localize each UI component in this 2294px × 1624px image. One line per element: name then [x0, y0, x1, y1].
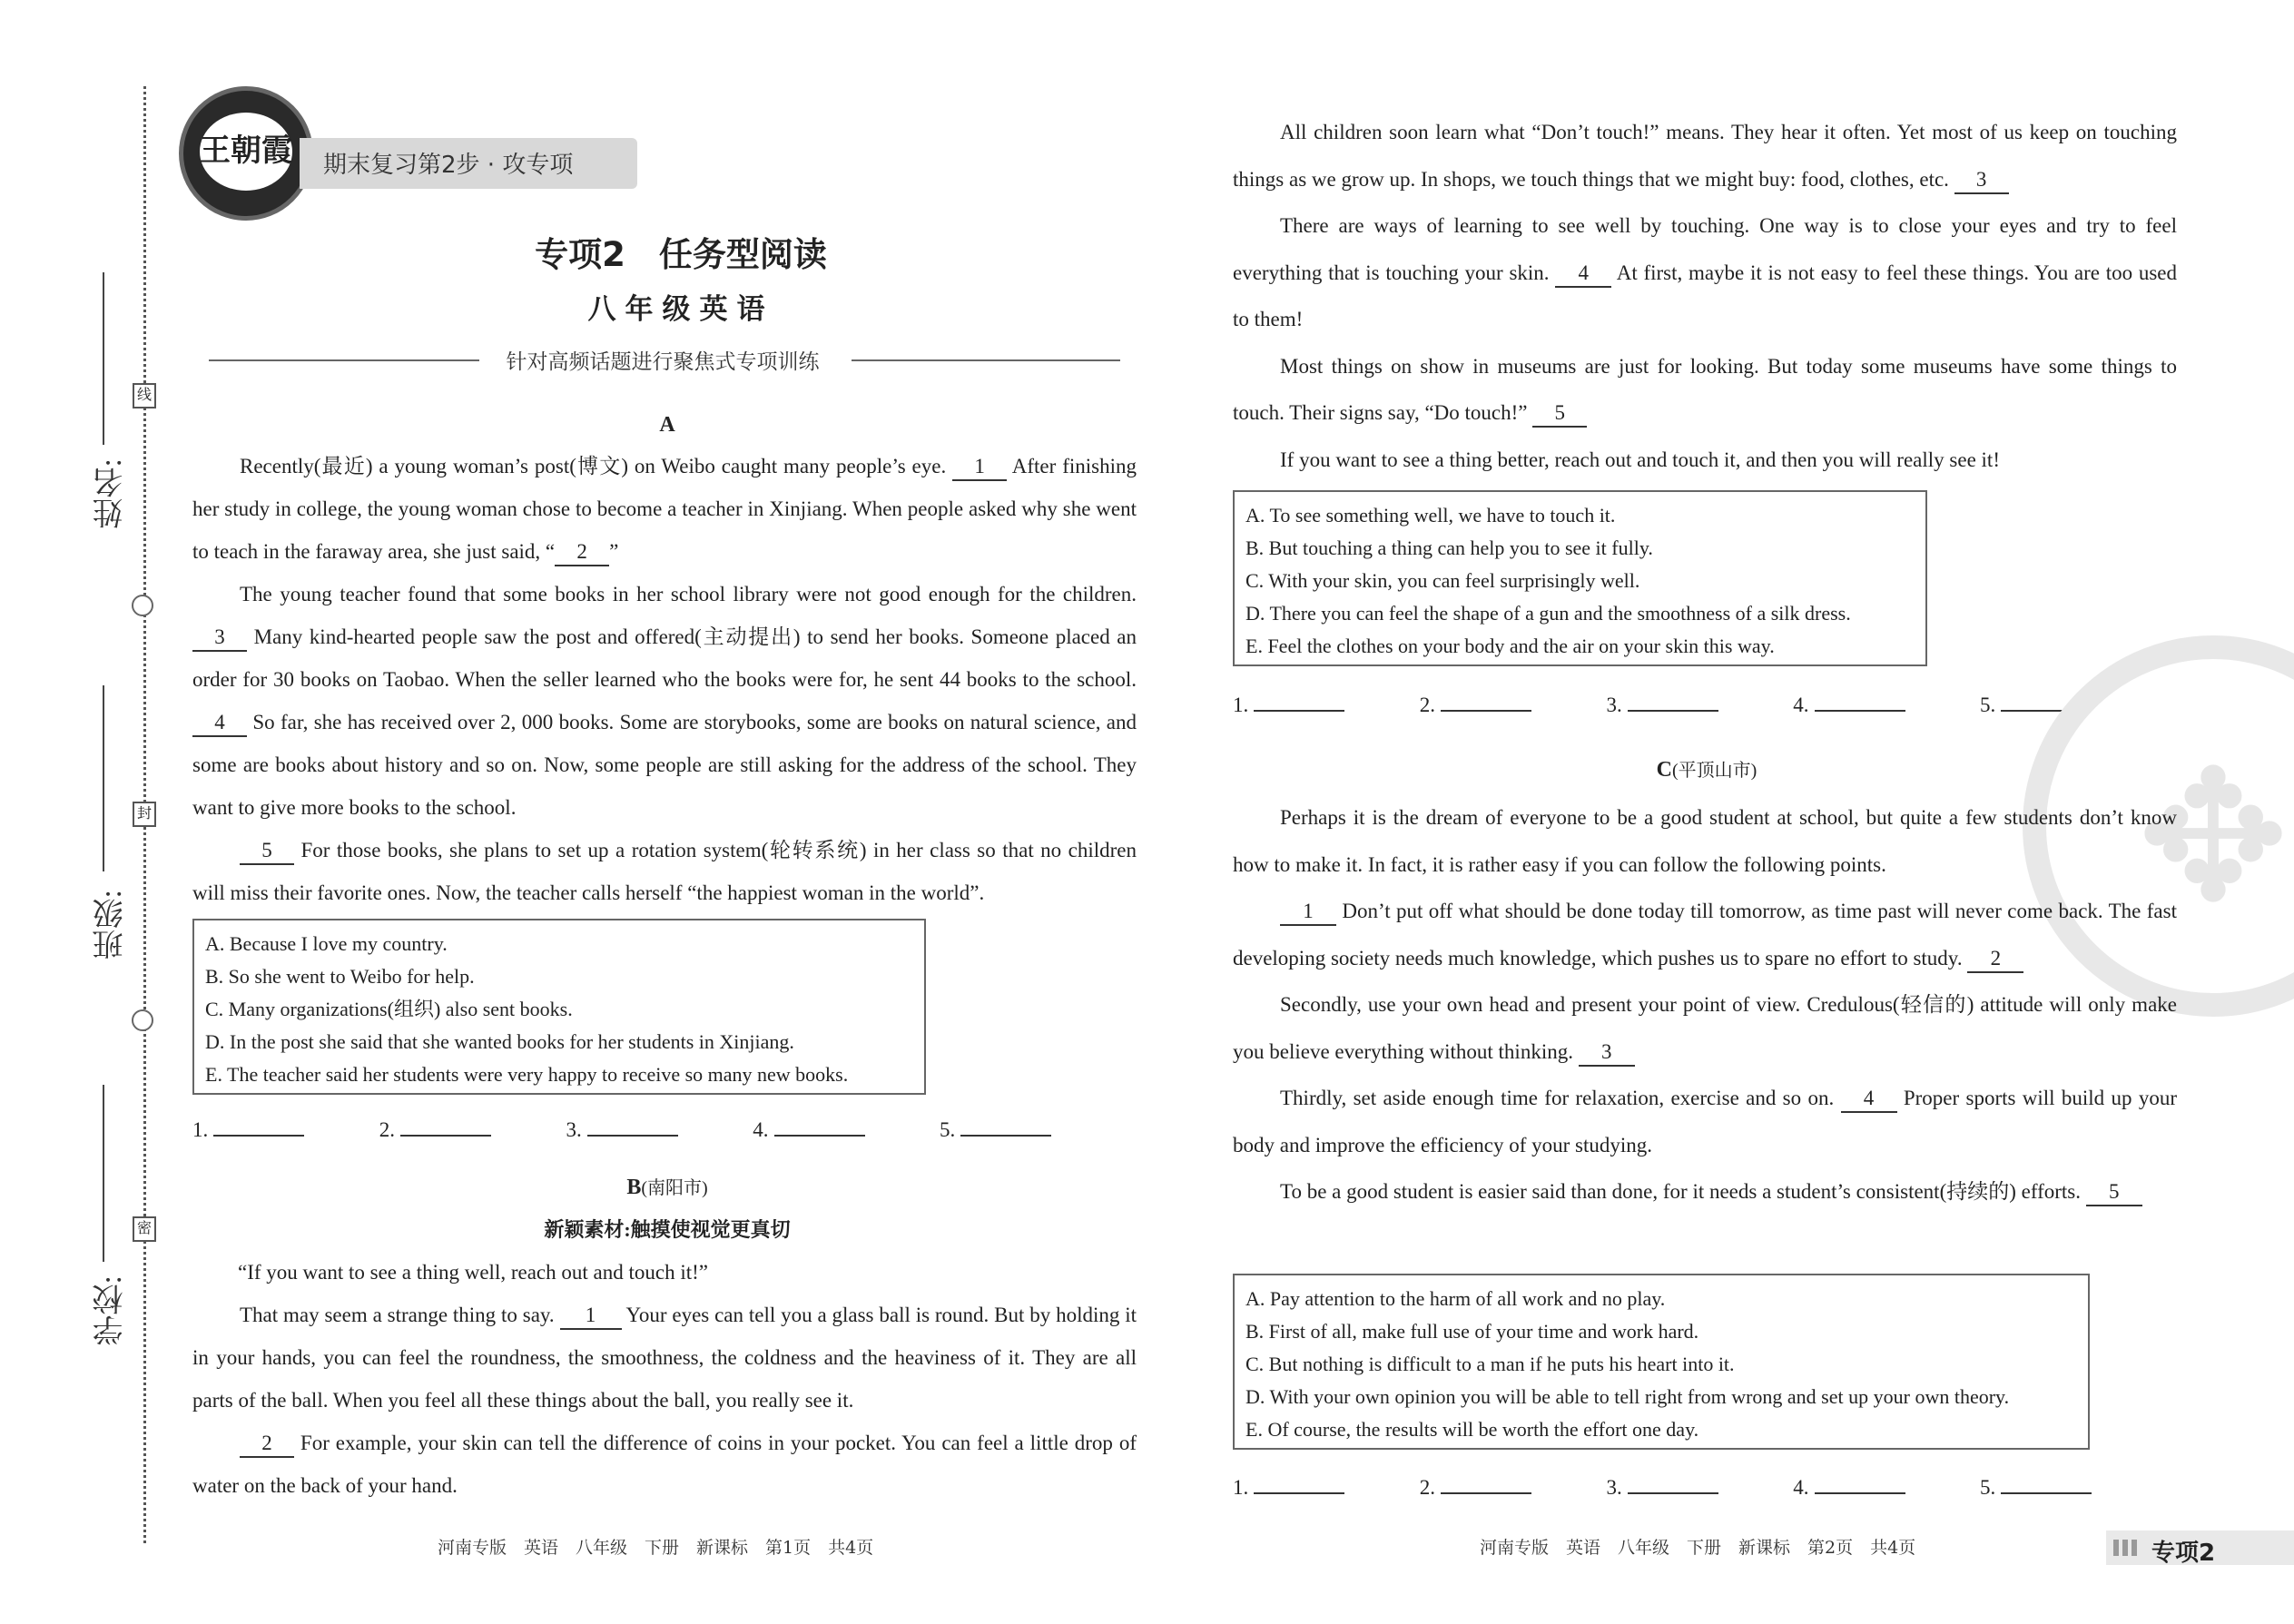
section-b-material: 新颖素材:触摸使视觉更真切 [544, 1218, 791, 1241]
seal-mark-line: 线 [133, 383, 156, 408]
option: D. With your own opinion you will be able to tell right from wrong and set up your own theory. [1245, 1385, 2010, 1408]
option: B. So she went to Weibo for help. [205, 965, 475, 988]
option: A. To see something well, we have to touch it. [1245, 504, 1616, 527]
footer-left: 河南专版 英语 八年级 下册 新课标 第1页 共4页 [438, 1538, 874, 1558]
footer-right: 河南专版 英语 八年级 下册 新课标 第2页 共4页 [1480, 1538, 1916, 1558]
answer-field[interactable] [1815, 690, 1905, 712]
option: B. But touching a thing can help you to see it fully. [1245, 536, 1653, 559]
answer-field[interactable] [1254, 690, 1344, 712]
blank-b5[interactable]: 5 [1532, 400, 1587, 428]
option: A. Pay attention to the harm of all work and no play. [1245, 1287, 1666, 1310]
option: E. Feel the clothes on your body and the air on your skin this way. [1245, 635, 1775, 657]
answer-field[interactable] [774, 1115, 865, 1137]
binding-hole [132, 595, 153, 616]
section-a-options [192, 919, 926, 1095]
option: A. Because I love my country. [205, 932, 448, 955]
option: D. There you can feel the shape of a gun and the smoothness of a silk dress. [1245, 602, 1851, 625]
school-line [103, 1085, 104, 1262]
section-c-options [1233, 1274, 2090, 1450]
option: C. But nothing is difficult to a man if he puts his heart into it. [1245, 1353, 1735, 1375]
answer-field[interactable] [2001, 1472, 2092, 1494]
option: E. Of course, the results will be worth the effort one day. [1245, 1418, 1699, 1441]
option: E. The teacher said her students were very happy to receive so many new books. [205, 1063, 849, 1086]
blank-a3[interactable]: 3 [192, 625, 247, 652]
answer-field[interactable] [587, 1115, 678, 1137]
blank-b4[interactable]: 4 [1555, 261, 1611, 288]
school-label: 学校: [94, 1275, 128, 1346]
blank-c1[interactable]: 1 [1280, 899, 1336, 926]
watermark-seal: ✥ [2023, 635, 2294, 1017]
answer-field[interactable] [1628, 690, 1718, 712]
page-title: 专项2 任务型阅读 [535, 235, 827, 274]
divider [209, 359, 479, 361]
subtitle: 针对高频话题进行聚焦式专项训练 [506, 350, 820, 373]
banner [300, 138, 637, 189]
divider [852, 359, 1120, 361]
section-a-answers: 1. 2. 3. 4. 5. [192, 1115, 1067, 1142]
section-c-answers: 1. 2. 3. 4. 5. [1233, 1472, 2107, 1500]
section-c-passage: Perhaps it is the dream of everyone to be a good student at school, but quite a few students don’t know how to make it. In fact, it is rather easy if you can follow the following points. 1 Don’t put off what should be done today till tomorrow, as time past will never come back. The fast developing society needs much knowledge, which pushes us to spare no effort to study. 2 Secondly, use your own head and present your point of view. Credulous(轻信的) attitude will only make you believe everything without thinking. 3 Thirdly, set aside enough time for relaxation, exercise and so on. 4 Proper sports will build up your body and improve the efficiency of your studying. To be a good student is easier said than done, for it needs a student’s consistent(持续的) efforts. 5 [1233, 794, 2177, 1216]
answer-field[interactable] [400, 1115, 491, 1137]
answer-field[interactable] [1441, 1472, 1531, 1494]
option: C. With your skin, you can feel surprisingly well. [1245, 569, 1640, 592]
blank-c2[interactable]: 2 [1967, 946, 2023, 973]
tag-decoration [2113, 1540, 2141, 1556]
banner-text: 期末复习第2步 · 攻专项 [323, 152, 574, 179]
grade-subject: 八年级英语 [587, 293, 774, 326]
answer-field[interactable] [1441, 690, 1531, 712]
blank-b3[interactable]: 3 [1954, 167, 2009, 194]
section-c-heading: C(平顶山市) [1656, 758, 1757, 782]
blank-a2[interactable]: 2 [555, 539, 609, 566]
name-line [103, 272, 104, 445]
option: B. First of all, make full use of your time and work hard. [1245, 1320, 1699, 1343]
blank-a1[interactable]: 1 [952, 454, 1007, 481]
blank-a5[interactable]: 5 [240, 838, 294, 865]
section-b-heading: B(南阳市) [626, 1176, 708, 1199]
answer-field[interactable] [213, 1115, 304, 1137]
section-b-answers: 1. 2. 3. 4. 5. [1233, 690, 2107, 717]
seal-mark-seal: 封 [133, 802, 156, 827]
brand-logo: 王朝霞 [179, 86, 313, 221]
seal-mark-secret: 密 [133, 1216, 156, 1242]
blank-a4[interactable]: 4 [192, 710, 247, 737]
blank-b2[interactable]: 2 [240, 1431, 294, 1458]
section-b-passage-left: “If you want to see a thing well, reach out and touch it!” That may seem a strange thing to say. 1 Your eyes can tell you a glass ball is round. But by holding it in your hands, you can feel the roundness, the smoothness, the coldness and the heaviness of it. They are all parts of the ball. When you feel all these things about the ball, you really see it. 2 For example, your skin can tell the difference of coins in your pocket. You can feel a little drop of water on the back of your hand. [192, 1261, 1137, 1497]
topic-tag-text: 专项2 [2151, 1540, 2216, 1567]
class-line [103, 685, 104, 871]
section-a-heading: A [659, 413, 675, 437]
answer-field[interactable] [1628, 1472, 1718, 1494]
section-b-passage-right: All children soon learn what “Don’t touch!” means. They hear it often. Yet most of us keep on touching things as we grow up. In shops, we touch things that we might buy: food, clothes, etc. 3 There are ways of learning to see well by touching. One way is to close your eyes and try to feel everything that is touching your skin. 4 At first, maybe it is not easy to feel these things. You are too used to them! Most things on show in museums are just for looking. But today some museums have some things to touch. Their signs say, “Do touch!” 5 If you want to see a thing better, reach out and touch it, and then you will really see it! [1233, 121, 2177, 471]
binding-hole [132, 1009, 153, 1031]
answer-field[interactable] [1254, 1472, 1344, 1494]
blank-c5[interactable]: 5 [2086, 1179, 2142, 1206]
section-b-options [1233, 490, 1927, 666]
name-label: 姓名: [94, 458, 128, 529]
class-label: 班级: [94, 890, 128, 960]
section-a-passage: Recently(最近) a young woman’s post(博文) on Weibo caught many people’s eye. 1 After finishing her study in college, the young woman chose to become a teacher in Xinjiang. When people asked why she went to teach in the faraway area, she just said, “ 2 ” The young teacher found that some books in her school library were not good enough for the children. 3 Many kind-hearted people saw the post and offered(主动提出) to send her books. Someone placed an order for 30 books on Taobao. When the seller learned who the books were for, he sent 44 books to the school. 4 So far, she has received over 2, 000 books. Some are storybooks, some are books on natural science, and some are books about history and so on. Now, some people are still asking for the address of the school. They want to give more books to the school. 5 For those books, she plans to set up a rotation system(轮转系统) in her class so that no children will miss their favorite ones. Now, the teacher calls herself “the happiest woman in the world”. [192, 455, 1137, 904]
blank-b1[interactable]: 1 [560, 1303, 622, 1330]
answer-field[interactable] [1815, 1472, 1905, 1494]
option: D. In the post she said that she wanted books for her students in Xinjiang. [205, 1030, 794, 1053]
topic-tag [2106, 1530, 2294, 1565]
answer-field[interactable] [960, 1115, 1051, 1137]
option: C. Many organizations(组织) also sent books. [205, 998, 573, 1020]
blank-c3[interactable]: 3 [1579, 1039, 1635, 1067]
blank-c4[interactable]: 4 [1841, 1086, 1897, 1113]
